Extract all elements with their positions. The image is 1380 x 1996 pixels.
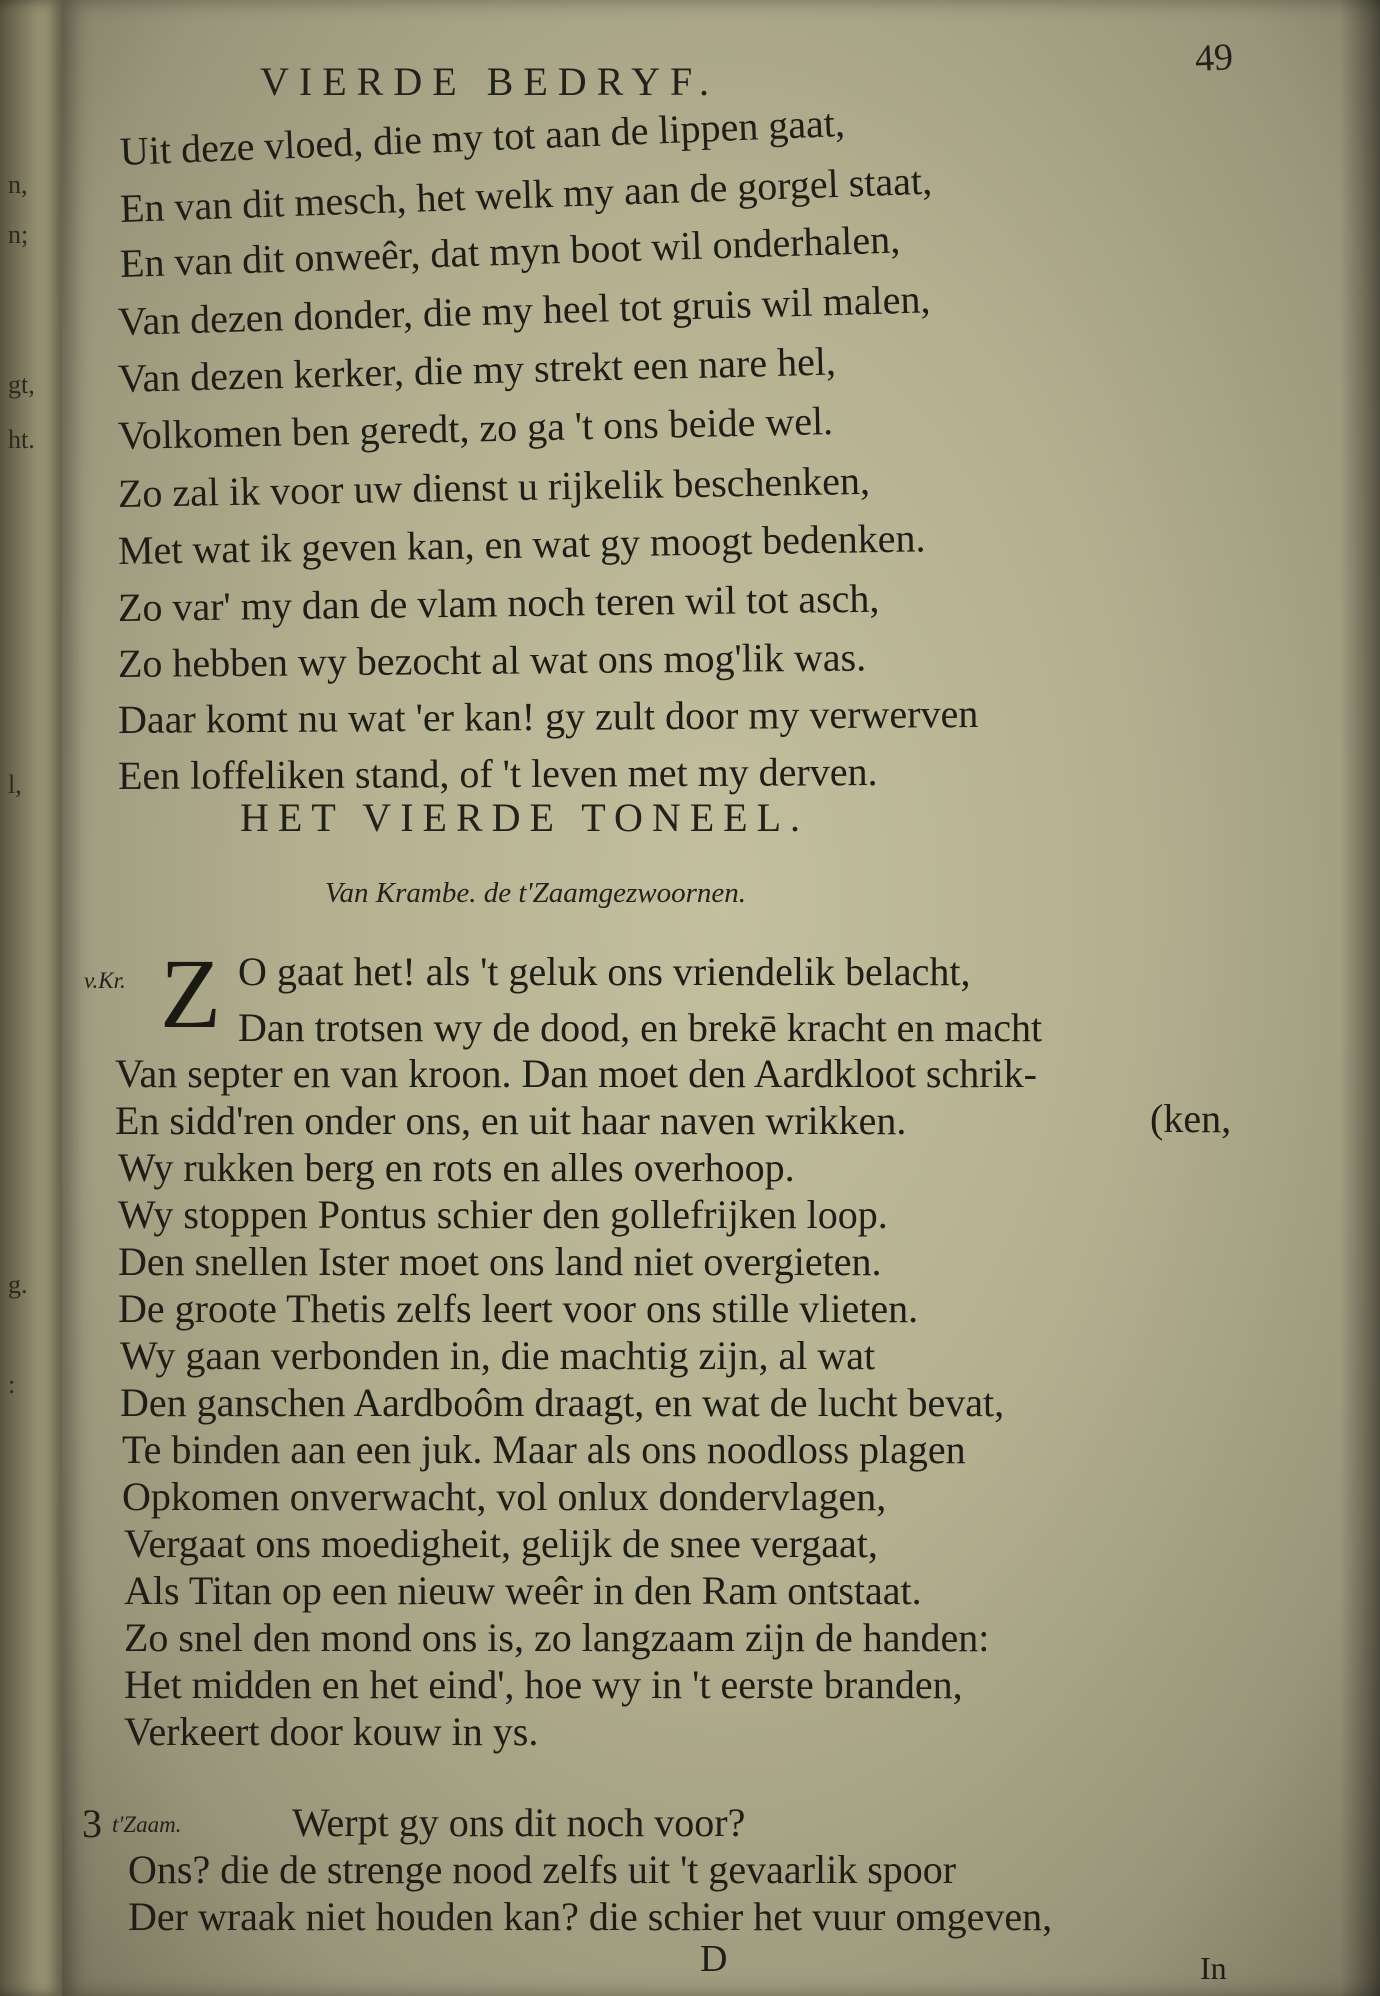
verse-line: Den ganschen Aardboôm draagt, en wat de lucht bevat,	[120, 1380, 1005, 1425]
turnover-word: (ken,	[1150, 1096, 1232, 1141]
facing-page-fragment: g.	[8, 1270, 28, 1299]
facing-page-fragment: n;	[8, 220, 29, 249]
verse-line: Te binden aan een juk. Maar als ons noodloss plagen	[122, 1427, 966, 1472]
verse-line: Zo var' my dan de vlam noch teren wil tot asch,	[117, 575, 880, 630]
verse-line: En van dit mesch, het welk my aan de gorgel staat,	[119, 157, 933, 231]
signature-mark: D	[700, 1938, 728, 1980]
speaker-count: 3	[82, 1801, 102, 1846]
verse-line: Zo snel den mond ons is, zo langzaam zijn de handen:	[124, 1615, 990, 1660]
verse-line: Vergaat ons moedigheit, gelijk de snee vergaat,	[124, 1521, 878, 1566]
speaker-label: v.Kr.	[84, 968, 126, 993]
scene-title: HET VIERDE TONEEL.	[240, 795, 810, 840]
verse-line: Wy stoppen Pontus schier den gollefrijken loop.	[118, 1192, 888, 1237]
verse-line: Een loffeliken stand, of 't leven met my derven.	[117, 749, 878, 798]
verse-line: Dan trotsen wy de dood, en brekē kracht en macht	[238, 1005, 1043, 1050]
verse-line: Opkomen onverwacht, vol onlux dondervlagen,	[122, 1474, 887, 1519]
verse-line: Zo hebben wy bezocht al wat ons mog'lik was.	[117, 634, 867, 686]
verse-line: Van dezen donder, die my heel tot gruis wil malen,	[117, 276, 931, 344]
page-number: 49	[1193, 36, 1235, 80]
verse-line: Met wat ik geven kan, en wat gy moogt bedenken.	[117, 515, 926, 573]
verse-line: Van dezen kerker, die my strekt een nare hel,	[117, 338, 837, 401]
verse-line: Het midden en het eind', hoe wy in 't eerste branden,	[124, 1662, 963, 1707]
facing-page-fragment: l,	[8, 770, 22, 799]
verse-line: Volkomen ben geredt, zo ga 't ons beide wel.	[117, 398, 834, 458]
catchword: In	[1200, 1950, 1227, 1986]
verse-line: Ons? die de strenge nood zelfs uit 't gevaarlik spoor	[128, 1847, 957, 1892]
facing-page-fragment: gt,	[8, 370, 35, 399]
verse-line: Werpt gy ons dit noch voor?	[292, 1800, 746, 1845]
drop-cap: Z	[160, 938, 222, 1049]
verse-line: Als Titan op een nieuw weêr in den Ram ontstaat.	[124, 1568, 922, 1613]
verse-line: Zo zal ik voor uw dienst u rijkelik beschenken,	[117, 457, 871, 516]
verse-line: En van dit onweêr, dat myn boot wil onderhalen,	[119, 216, 901, 286]
verse-line: Wy gaan verbonden in, die machtig zijn, al wat	[120, 1333, 876, 1378]
verse-line: Uit deze vloed, die my tot aan de lippen gaat,	[119, 99, 846, 174]
page-edge-shadow	[1340, 0, 1380, 1996]
facing-page-fragment: ht.	[8, 425, 35, 454]
facing-page-edge	[0, 0, 62, 1996]
verse-line: Van septer en van kroon. Dan moet den Aardkloot schrik-	[115, 1051, 1037, 1096]
verse-line: Verkeert door kouw in ys.	[124, 1709, 539, 1754]
verse-line: De groote Thetis zelfs leert voor ons stille vlieten.	[118, 1286, 919, 1331]
running-head: VIERDE BEDRYF.	[260, 59, 720, 104]
verse-line: En sidd'ren onder ons, en uit haar naven wrikken.	[115, 1098, 907, 1143]
verse-line: Wy rukken berg en rots en alles overhoop.	[118, 1145, 795, 1190]
speaker-label: t'Zaam.	[112, 1812, 182, 1837]
verse-line: Den snellen Ister moet ons land niet overgieten.	[118, 1239, 882, 1284]
scene-subtitle: Van Krambe. de t'Zaamgezwoornen.	[325, 877, 747, 909]
verse-line: Daar komt nu wat 'er kan! gy zult door my verwerven	[117, 690, 979, 742]
facing-page-fragment: :	[8, 1370, 16, 1399]
verse-line: O gaat het! als 't geluk ons vriendelik belacht,	[238, 949, 971, 994]
facing-page-fragment: n,	[8, 170, 28, 199]
verse-line: Der wraak niet houden kan? die schier het vuur omgeven,	[128, 1894, 1053, 1939]
